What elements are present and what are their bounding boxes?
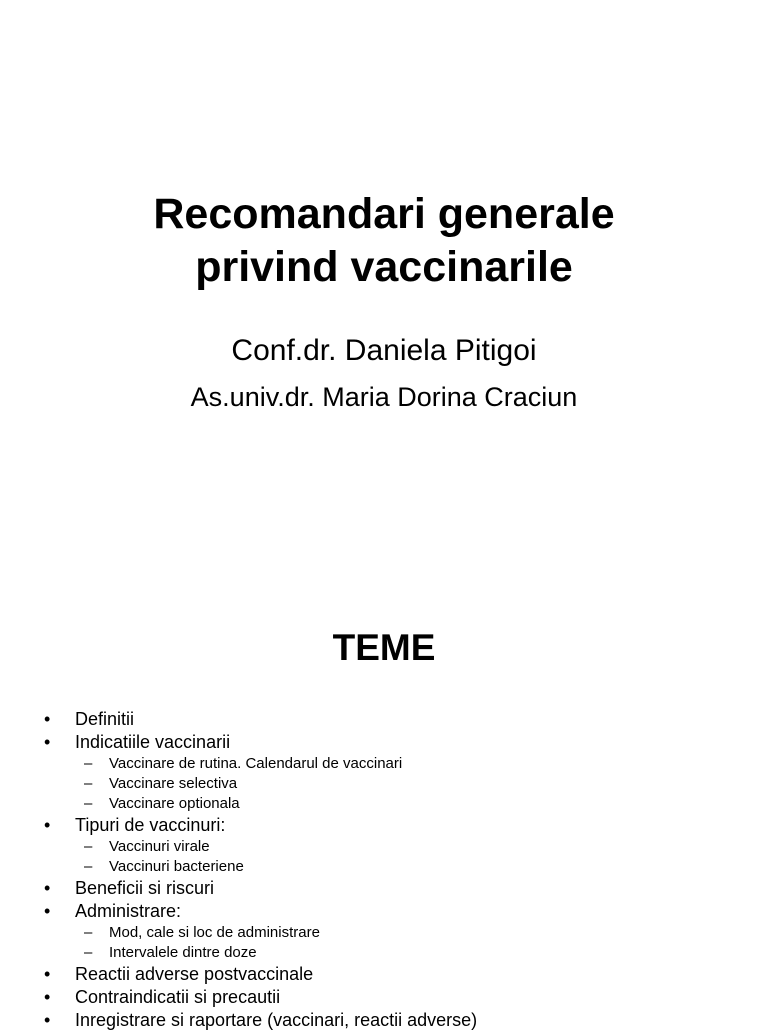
dash-icon: –: [84, 944, 93, 961]
dash-icon: –: [84, 858, 93, 875]
subtopic-label: Vaccinare optionala: [109, 795, 240, 812]
dash-icon: –: [84, 838, 93, 855]
topic-label: Contraindicatii si precautii: [75, 987, 281, 1007]
bullet-icon: •: [44, 901, 51, 921]
page-title: [0, 188, 768, 294]
subtopic-item: [0, 774, 768, 794]
subtopic-label: Vaccinare selectiva: [109, 775, 238, 792]
topic-item: [0, 731, 768, 754]
topic-label: Indicatiile vaccinarii: [75, 732, 231, 752]
author-primary: Conf.dr. Daniela Pitigoi: [231, 334, 537, 367]
bullet-icon: •: [44, 964, 51, 984]
subtopic-label: Mod, cale si loc de administrare: [109, 924, 320, 941]
topic-item: [0, 963, 768, 986]
subtopic-item: [0, 943, 768, 963]
bullet-icon: •: [44, 815, 51, 835]
topic-label: Reactii adverse postvaccinale: [75, 964, 314, 984]
topic-label: Tipuri de vaccinuri:: [75, 815, 226, 835]
bullet-icon: •: [44, 878, 51, 898]
title-line-2: privind vaccinarile: [195, 243, 573, 291]
bullet-icon: •: [44, 1010, 51, 1030]
topic-item: [0, 986, 768, 1009]
topic-item: [0, 814, 768, 837]
dash-icon: –: [84, 795, 93, 812]
subtopic-label: Intervalele dintre doze: [109, 944, 257, 961]
topic-label: Inregistrare si raportare (vaccinari, reactii adverse): [75, 1010, 478, 1030]
topic-item: [0, 900, 768, 923]
bullet-icon: •: [44, 732, 51, 752]
topic-item: [0, 877, 768, 900]
dash-icon: –: [84, 924, 93, 941]
dash-icon: –: [84, 755, 93, 772]
topic-label: Administrare:: [75, 901, 182, 921]
subtopic-item: [0, 837, 768, 857]
topic-item: [0, 1009, 768, 1032]
subtopic-label: Vaccinare de rutina. Calendarul de vaccinari: [109, 755, 403, 772]
subtopic-item: [0, 923, 768, 943]
author-secondary: As.univ.dr. Maria Dorina Craciun: [190, 382, 578, 412]
topics-slide: [0, 560, 768, 1030]
subtopic-item: [0, 794, 768, 814]
title-line-1: Recomandari generale: [153, 190, 615, 238]
subtopic-label: Vaccinuri bacteriene: [109, 858, 244, 875]
topics-heading: TEME: [332, 627, 436, 668]
topic-label: Beneficii si riscuri: [75, 878, 215, 898]
topic-label: Definitii: [75, 709, 135, 729]
subtopic-item: [0, 754, 768, 774]
topic-item: [0, 708, 768, 731]
subtopic-label: Vaccinuri virale: [109, 838, 210, 855]
topics-list: [0, 708, 768, 1032]
dash-icon: –: [84, 775, 93, 792]
subtopic-item: [0, 857, 768, 877]
bullet-icon: •: [44, 987, 51, 1007]
bullet-icon: •: [44, 709, 51, 729]
